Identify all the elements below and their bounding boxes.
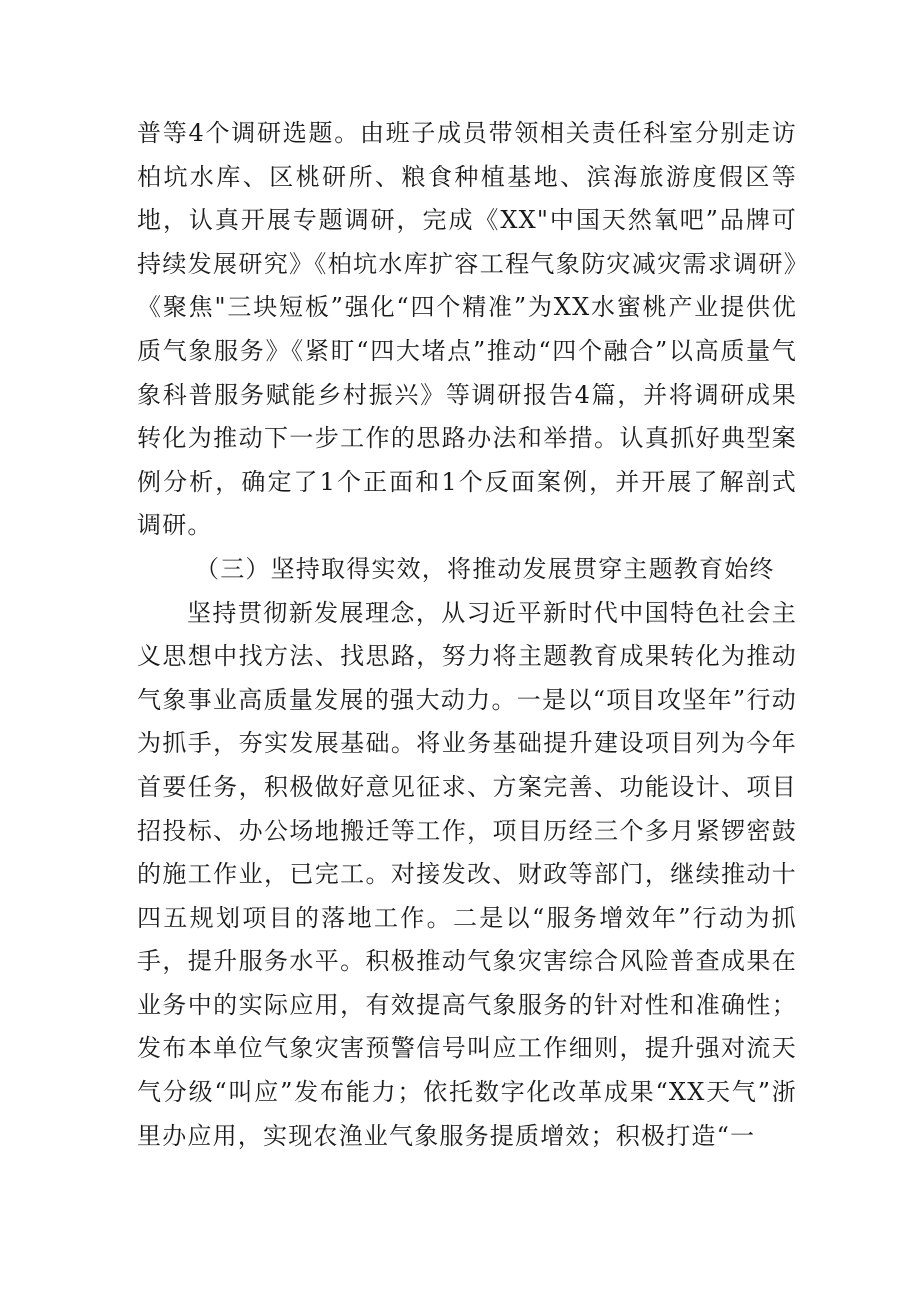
document-body: [137, 112, 797, 1158]
section-heading-3: （三）坚持取得实效，将推动发展贯穿主题教育始终: [195, 554, 775, 583]
body-paragraph-2: 坚持贯彻新发展理念，从习近平新时代中国特色社会主义思想中找方法、找思路，努力将主题教育成果转化为推动气象事业高质量发展的强大动力。一是以“项目攻坚年”行动为抓手，夯实发展基础。将业务基础提升建设项目列为今年首要任务，积极做好意见征求、方案完善、功能设计、项目招投标、办公场地搬迁等工作，项目历经三个多月紧锣密鼓的施工作业，已完工。对接发改、财政等部门，继续推动十四五规划项目的落地工作。二是以“服务增效年”行动为抓手，提升服务水平。积极推动气象灾害综合风险普查成果在业务中的实际应用，有效提高气象服务的针对性和准确性；发布本单位气象灾害预警信号叫应工作细则，提升强对流天气分级“叫应”发布能力；依托数字化改革成果“XX天气”浙里办应用，实现农渔业气象服务提质增效；积极打造“一: [137, 598, 797, 1150]
body-paragraph-1: 普等4个调研选题。由班子成员带领相关责任科室分别走访柏坑水库、区桃研所、粮食种植基地、滨海旅游度假区等地，认真开展专题调研，完成《XX"中国天然氧吧”品牌可持续发展研究》《柏坑水库扩容工程气象防灾减灾需求调研》《聚焦"三块短板”强化“四个精准”为XX水蜜桃产业提供优质气象服务》《紧盯“四大堵点”推动“四个融合”以高质量气象科普服务赋能乡村振兴》等调研报告4篇，并将调研成果转化为推动下一步工作的思路办法和举措。认真抓好典型案例分析，确定了1个正面和1个反面案例，并开展了解剖式调研。: [137, 119, 797, 540]
